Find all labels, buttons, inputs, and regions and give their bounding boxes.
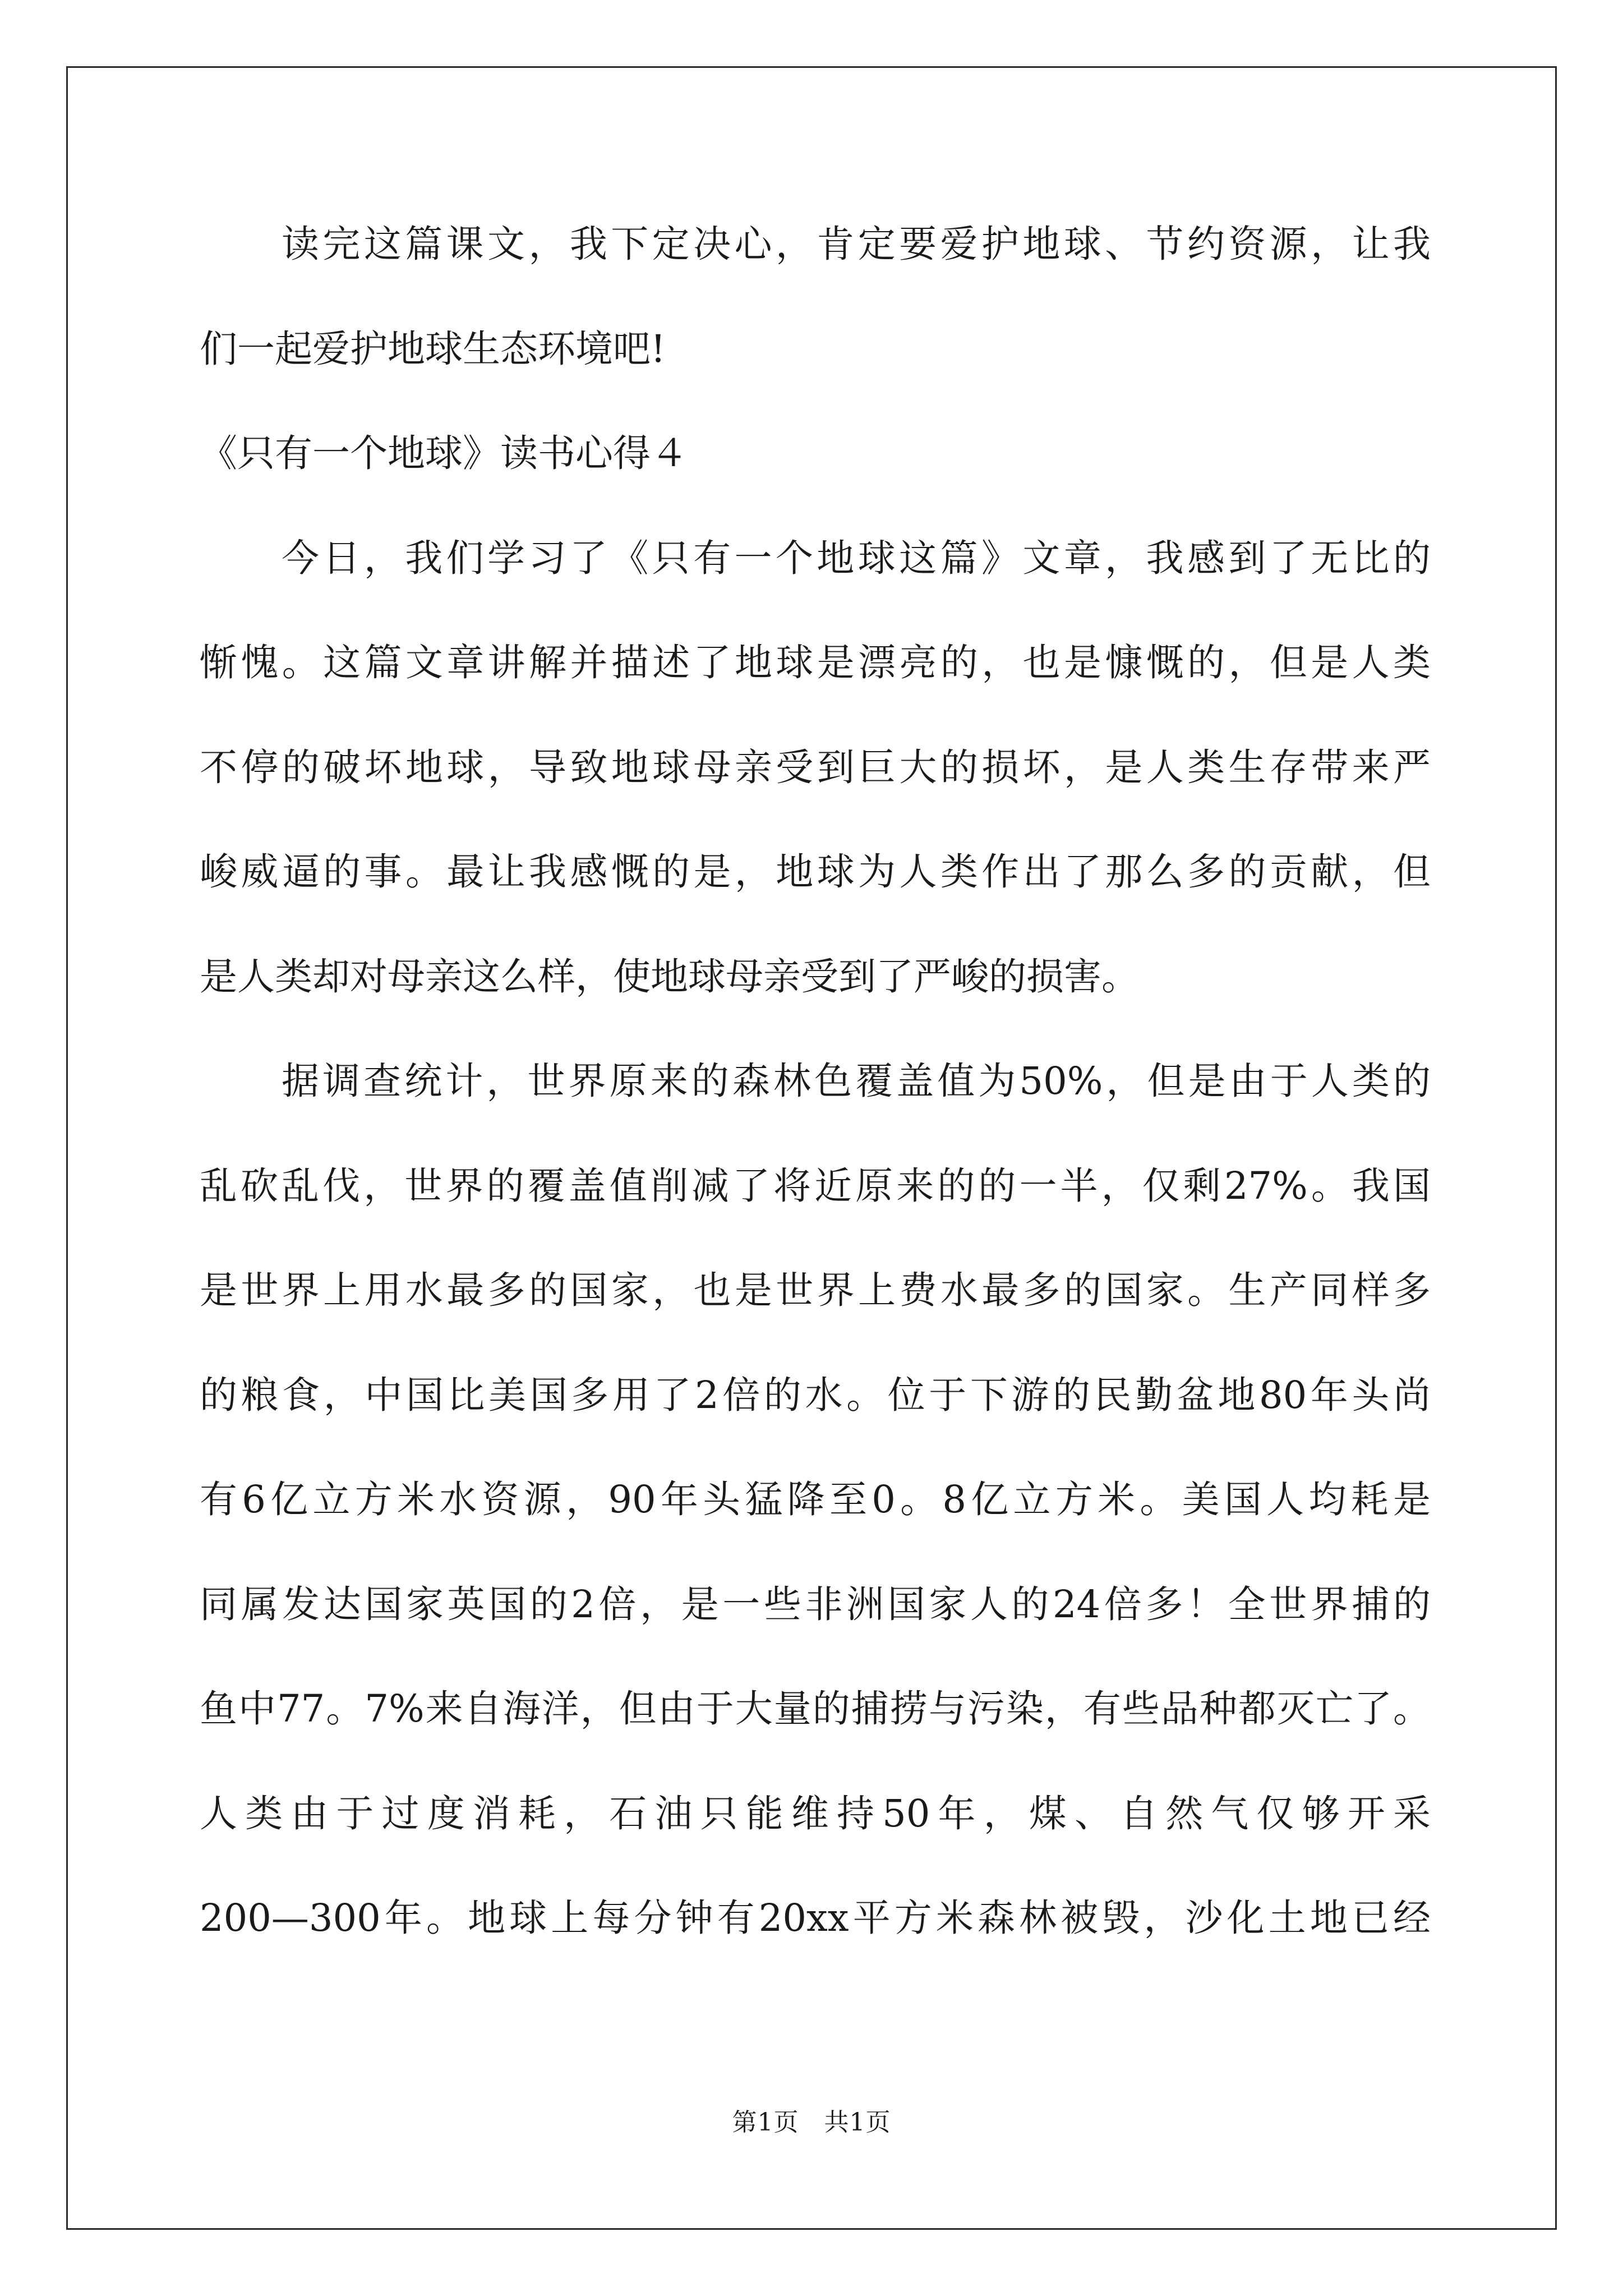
text-line: 是人类却对母亲这么样，使地球母亲受到了严峻的损害。 [200, 954, 1139, 999]
page-footer: 第1页 共1页 [732, 2108, 891, 2137]
text-line: 乱砍乱伐，世界的覆盖值削减了将近原来的的一半，仅剩27%。我国 [200, 1163, 1431, 1208]
text-line: 的粮食，中国比美国多用了2倍的水。位于下游的民勤盆地80年头尚 [200, 1373, 1431, 1417]
text-line: 据调查统计，世界原来的森林色覆盖值为50%，但是由于人类的 [282, 1059, 1431, 1103]
text-line: 200—300年。地球上每分钟有20xx平方米森林被毁，沙化土地已经 [200, 1896, 1431, 1940]
text-line: 有6亿立方米水资源，90年头猛降至0。8亿立方米。美国人均耗是 [200, 1478, 1431, 1521]
text-line: 读完这篇课文，我下定决心，肯定要爱护地球、节约资源，让我 [282, 222, 1431, 266]
text-line: 今日，我们学习了《只有一个地球这篇》文章，我感到了无比的 [282, 536, 1431, 580]
text-line: 们一起爱护地球生态环境吧! [200, 326, 666, 371]
text-line: 鱼中77。7%来自海洋，但由于大量的捕捞与污染，有些品种都灭亡了。 [200, 1687, 1431, 1731]
text-line: 不停的破坏地球，导致地球母亲受到巨大的损坏，是人类生存带来严 [200, 745, 1431, 789]
text-line: 人类由于过度消耗，石油只能维持50年，煤、自然气仅够开采 [200, 1791, 1431, 1835]
text-line: 峻威逼的事。最让我感慨的是，地球为人类作出了那么多的贡献，但 [200, 850, 1431, 894]
document-body [200, 213, 1431, 1992]
text-line: 同属发达国家英国的2倍，是一些非洲国家人的24倍多！全世界捕的 [200, 1582, 1431, 1626]
text-line: 是世界上用水最多的国家，也是世界上费水最多的国家。生产同样多 [200, 1268, 1431, 1312]
text-line: 惭愧。这篇文章讲解并描述了地球是漂亮的，也是慷慨的，但是人类 [200, 641, 1431, 684]
section-heading: 《只有一个地球》读书心得４ [200, 431, 688, 475]
